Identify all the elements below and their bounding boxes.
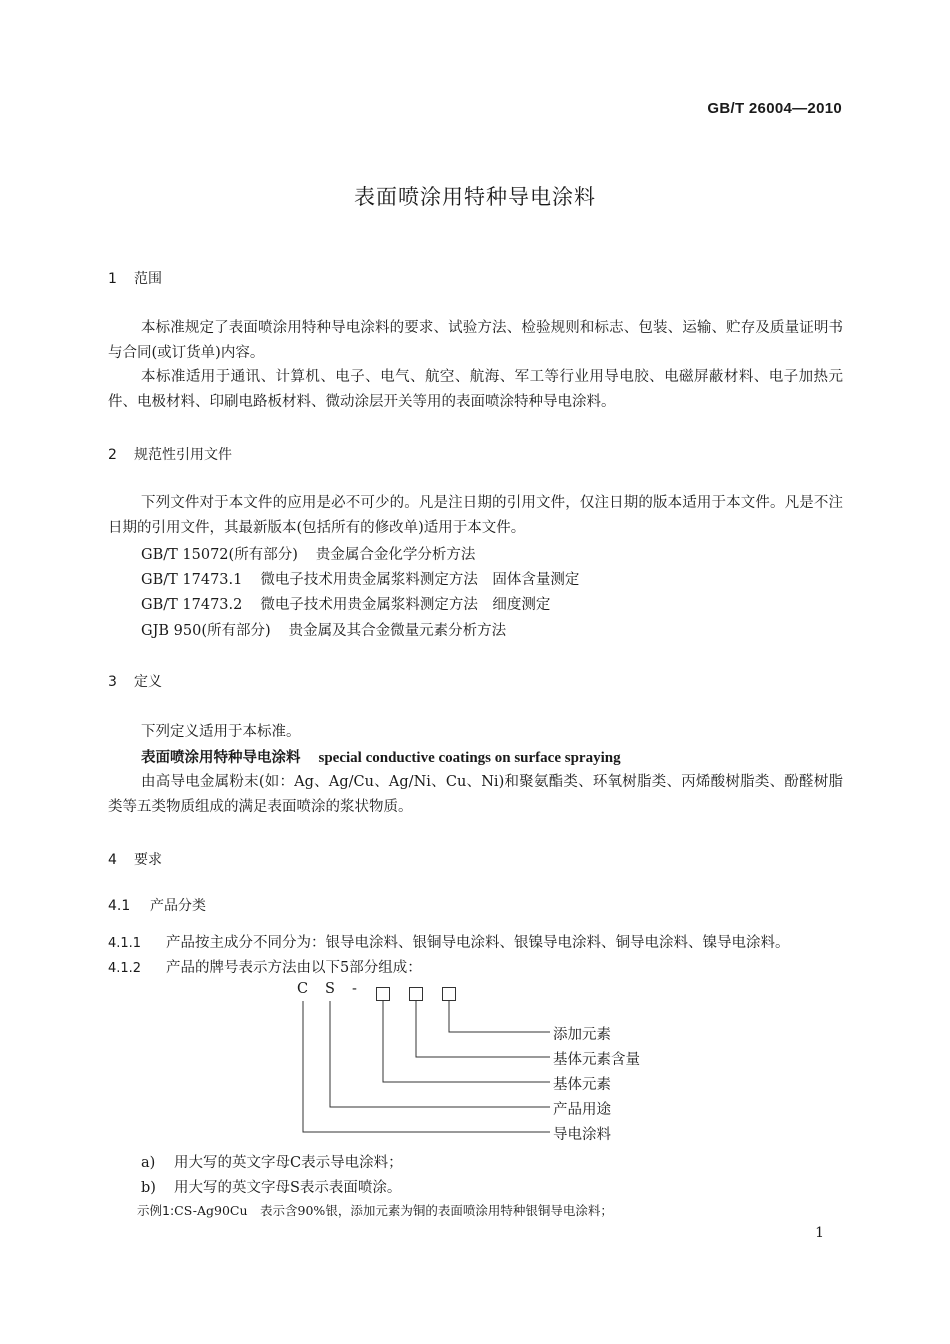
diagram-label-usage: 产品用途: [553, 1102, 611, 1118]
reference-code: GB/T 17473.2: [141, 597, 243, 613]
term-definition: 由高导电金属粉末(如：Ag、Ag/Cu、Ag/Ni、Cu、Ni)和聚氨酯类、环氧树脂类、丙烯酸树脂类、酚醛树脂类等五类物质组成的满足表面喷涂的浆状物质。: [108, 774, 843, 815]
diagram-char-s: S: [325, 981, 335, 997]
reference-code: GB/T 17473.1: [141, 572, 243, 588]
diagram-label-conductive: 导电涂料: [553, 1127, 611, 1143]
list-item: [141, 1176, 401, 1197]
section-title: 要求: [134, 852, 162, 868]
diagram-label-base-content: 基体元素含量: [553, 1052, 640, 1068]
reference-title: 微电子技术用贵金属浆料测定方法 固体含量测定: [260, 572, 580, 588]
section-number: 3: [108, 674, 117, 690]
scope-paragraph-1: 本标准规定了表面喷涂用特种导电涂料的要求、试验方法、检验规则和标志、包装、运输、贮存及质量证明书与合同(或订货单)内容。: [108, 320, 843, 361]
reference-title: 贵金属及其合金微量元素分析方法: [288, 623, 507, 639]
reference-title: 贵金属合金化学分析方法: [315, 547, 476, 563]
page-number: 1: [815, 1225, 824, 1241]
references-intro: 下列文件对于本文件的应用是必不可少的。凡是注日期的引用文件，仅注日期的版本适用于本文件。凡是不注日期的引用文件，其最新版本(包括所有的修改单)适用于本文件。: [108, 495, 843, 536]
diagram-label-additive: 添加元素: [553, 1027, 611, 1043]
standard-code: GB/T 26004—2010: [707, 100, 842, 117]
example-label: 示例1:: [137, 1203, 175, 1218]
list-marker: a): [141, 1155, 156, 1171]
list-text: 用大写的英文字母C表示导电涂料；: [174, 1155, 403, 1171]
section-title: 范围: [134, 271, 162, 287]
clause-text: 产品按主成分不同分为：银导电涂料、银铜导电涂料、银镍导电涂料、铜导电涂料、镍导电涂料。: [166, 935, 790, 951]
term-chinese: 表面喷涂用特种导电涂料: [141, 750, 301, 766]
document-title: 表面喷涂用特种导电涂料: [354, 185, 596, 209]
term-english: special conductive coatings on surface spraying: [318, 750, 621, 766]
list-item: [141, 1151, 403, 1172]
section-title: 定义: [134, 674, 162, 690]
list-text: 用大写的英文字母S表示表面喷涂。: [174, 1180, 402, 1196]
reference-code: GJB 950(所有部分): [141, 623, 271, 639]
diagram-char-dash: -: [352, 981, 357, 997]
list-marker: b): [141, 1180, 156, 1196]
example-text: CS-Ag90Cu 表示含90%银，添加元素为铜的表面喷涂用特种银铜导电涂料；: [174, 1203, 613, 1218]
definition-intro: 下列定义适用于本标准。: [141, 724, 301, 740]
clause-text: 产品的牌号表示方法由以下5部分组成：: [166, 960, 422, 976]
example-note: [137, 1201, 613, 1219]
section-number: 2: [108, 447, 117, 463]
section-number: 4: [108, 852, 117, 868]
diagram-label-base-element: 基体元素: [553, 1077, 611, 1093]
section-number: 4.1: [108, 898, 131, 914]
diagram-char-c: C: [297, 981, 309, 997]
section-number: 1: [108, 271, 117, 287]
section-title: 产品分类: [150, 898, 206, 914]
clause-number: 4.1.1: [108, 936, 142, 951]
scope-paragraph-2: 本标准适用于通讯、计算机、电子、电气、航空、航海、军工等行业用导电胶、电磁屏蔽材料、电子加热元件、电极材料、印刷电路板材料、微动涂层开关等用的表面喷涂特种导电涂料。: [108, 369, 843, 410]
reference-code: GB/T 15072(所有部分): [141, 547, 298, 563]
section-title: 规范性引用文件: [134, 447, 232, 463]
reference-title: 微电子技术用贵金属浆料测定方法 细度测定: [260, 597, 551, 613]
clause-number: 4.1.2: [108, 961, 142, 976]
